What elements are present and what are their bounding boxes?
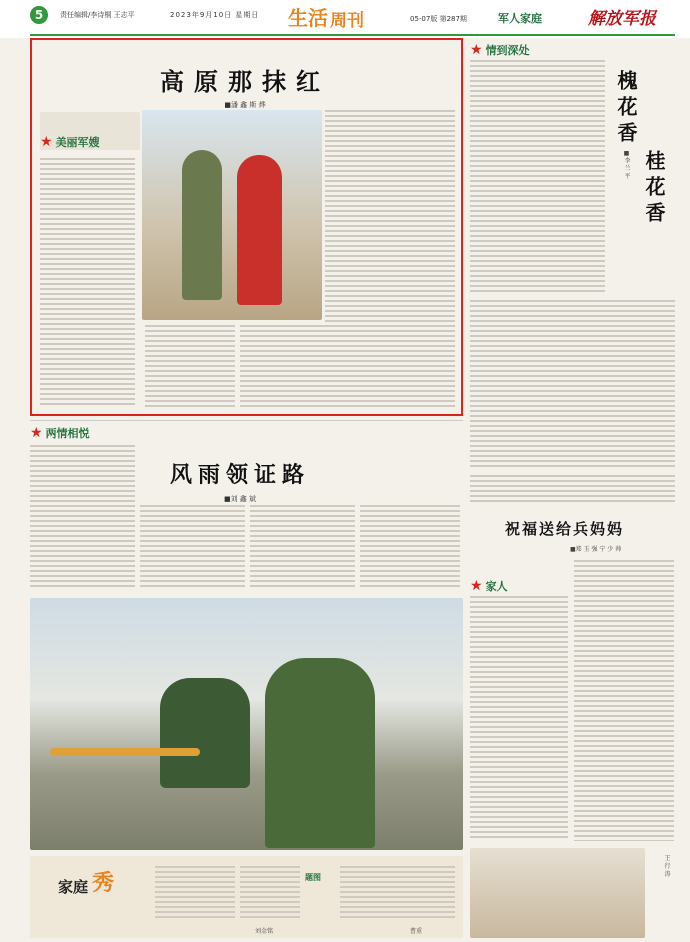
article-text-column bbox=[40, 158, 135, 408]
vertical-article-byline: ■李 兰 平 bbox=[623, 150, 630, 179]
star-icon: ★ bbox=[30, 425, 43, 441]
star-icon: ★ bbox=[470, 578, 483, 594]
family-show-title: 家庭 bbox=[58, 878, 89, 896]
soldier-figure bbox=[182, 150, 222, 300]
newspaper-logo: 解放军报 bbox=[588, 9, 656, 29]
article-text-column bbox=[140, 505, 245, 590]
second-article-title: 风雨领证路 bbox=[169, 462, 310, 488]
mutual-support-section-header bbox=[30, 425, 90, 441]
exercise-equipment-bar bbox=[50, 748, 200, 756]
article-text-column bbox=[574, 560, 674, 841]
article-text-column bbox=[145, 325, 235, 410]
article-text-column bbox=[470, 60, 605, 295]
photo-credit: 王 行 涛 bbox=[663, 855, 670, 877]
soldier-father-figure bbox=[265, 658, 375, 848]
publish-date: 2023年9月10日 星期日 bbox=[170, 11, 260, 19]
poem-text bbox=[240, 866, 300, 921]
article-text-column bbox=[30, 445, 135, 590]
section-title-love-story: 情到深处 bbox=[485, 44, 530, 57]
section-title-military-wife: 美丽军嫂 bbox=[55, 136, 100, 149]
article-text-column bbox=[240, 325, 330, 410]
star-icon: ★ bbox=[40, 134, 53, 150]
article-text-column bbox=[325, 110, 455, 410]
editors-line: 责任编辑/李诗桐 王志平 bbox=[60, 11, 135, 19]
illustrator-credit: 曹重 bbox=[410, 928, 423, 935]
column-title-life: 生活 bbox=[288, 6, 328, 30]
love-story-section-header bbox=[470, 42, 530, 58]
father-child-exercise-photo bbox=[30, 598, 463, 850]
column-title-weekly: 周刊 bbox=[330, 11, 364, 31]
section-title-family: 家人 bbox=[485, 580, 508, 593]
couple-plateau-photo bbox=[142, 110, 322, 320]
family-section-header bbox=[470, 578, 508, 594]
vertical-title-locust-flower: 槐花香 bbox=[614, 70, 638, 148]
family-show-title-accent: 秀 bbox=[92, 870, 115, 896]
header-rule bbox=[30, 34, 675, 36]
page-number: 5 bbox=[30, 6, 48, 24]
issue-info: 05-07版 第287期 bbox=[410, 15, 467, 23]
caption-label: 题图 bbox=[305, 873, 321, 882]
article-text-column bbox=[470, 596, 568, 841]
article-text-column bbox=[360, 505, 460, 590]
section-divider bbox=[30, 420, 463, 421]
military-wife-section-header bbox=[40, 134, 100, 150]
poem-text bbox=[470, 475, 675, 505]
child-figure bbox=[160, 678, 250, 788]
family-video-call-photo bbox=[470, 848, 645, 938]
caption-text bbox=[340, 866, 455, 921]
main-article-byline: ■潘 鑫 斯 烨 bbox=[224, 101, 266, 109]
second-article-byline: ■刘 鑫 斌 bbox=[223, 495, 257, 503]
main-article-title: 高原那抹红 bbox=[160, 67, 330, 96]
poem-title: 祝福送给兵妈妈 bbox=[505, 520, 625, 538]
star-icon: ★ bbox=[470, 42, 483, 58]
section-title-mutual-support: 两情相悦 bbox=[45, 427, 90, 440]
article-text-column bbox=[470, 300, 675, 470]
poem-author: 刘金铭 bbox=[255, 928, 274, 935]
woman-in-red-figure bbox=[237, 155, 282, 305]
poem-byline: ■郑 玉 强 宁 少 帅 bbox=[570, 546, 622, 553]
section-name: 军人家庭 bbox=[498, 12, 542, 25]
poem-text bbox=[155, 866, 235, 921]
vertical-title-osmanthus: 桂花香 bbox=[642, 150, 666, 228]
article-text-column bbox=[250, 505, 355, 590]
